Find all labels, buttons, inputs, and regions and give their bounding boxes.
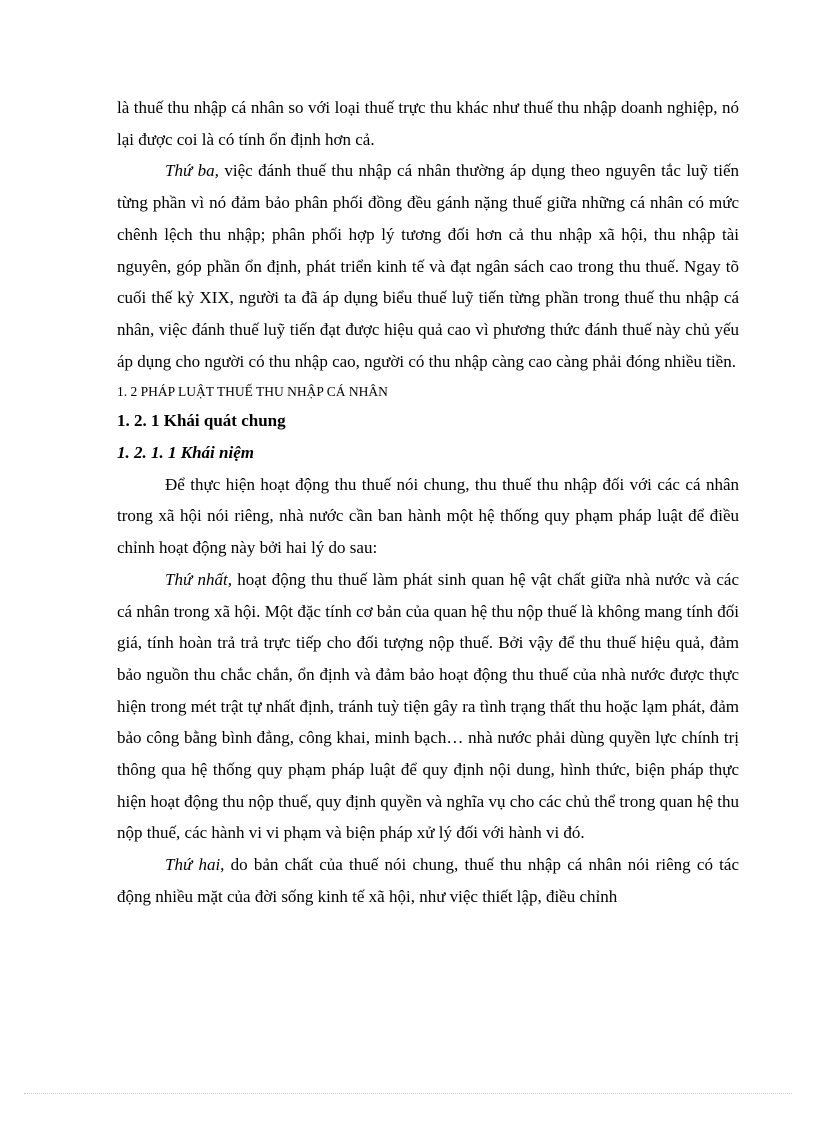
paragraph-lead-thu-hai: Thứ hai, [165,855,225,875]
paragraph-text-thu-ba: việc đánh thuế thu nhập cá nhân thường áp dụng theo nguyên tắc luỹ tiến từng phần vì nó đảm bảo phân phối đồng đều gánh nặng thuế giữa những cá nhân có mức chênh lệch thu nhập; phân phối hợp lý tương đối hơn cả thu nhập xã hội, thu nhập tài nguyên, góp phần ổn định, phát triển kinh tế và đạt ngân sách cao trong thu thuế. Ngay tõ cuối thế kỷ XIX, người ta đã áp dụng biểu thuế luỹ tiến từng phần trong thuế thu nhập cá nhân, việc đánh thuế luỹ tiến đạt được hiệu quả cao vì phương thức đánh thuế này chủ yếu áp dụng cho người có thu nhập cao, người có thu nhập càng cao càng phải đóng nhiều tiền. [117,161,739,371]
paragraph-text-thu-hai: do bản chất của thuế nói chung, thuế thu nhập cá nhân nói riêng có tác động nhiều mặt của đời sống kinh tế xã hội, như việc thiết lập, điều chỉnh [117,855,739,906]
paragraph-thu-hai [117,849,739,912]
paragraph-lead-thu-nhat: Thứ nhất, [165,569,232,589]
paragraph-thu-ba [117,155,739,377]
subsubsection-heading: 1. 2. 1. 1 Khái niệm [117,443,254,463]
subsection-heading: 1. 2. 1 Khái quát chung [117,411,286,431]
document-body [117,92,739,913]
paragraph-text-thu-nhat: hoạt động thu thuế làm phát sinh quan hệ vật chất giữa nhà nước và các cá nhân trong xã hội. Một đặc tính cơ bản của quan hệ thu nộp thuế là không mang tính đối giá, tính hoàn trả trả trực tiếp cho đối tượng nộp thuế. Bởi vậy để thu thuế hiệu quả, đảm bảo nguồn thu chắc chắn, ổn định và đảm bảo hoạt động thu thuế của nhà nước được thực hiện trong mét trật tự nhất định, tránh tuỳ tiện gây ra tình trạng thất thu hoặc lạm phát, đảm bảo công bằng bình đẳng, công khai, minh bạch… nhà nước phải dùng quyền lực chính trị thông qua hệ thống quy phạm pháp luật để quy định nội dung, hình thức, biện pháp thực hiện hoạt động thu nộp thuế, quy định quyền và nghĩa vụ cho các chủ thể trong quan hệ thu nộp thuế, các hành vi vi phạm và biện pháp xử lý đối với hành vi đó. [117,569,739,843]
paragraph-lead-thu-ba: Thứ ba, [165,161,219,181]
paragraph-intro: Để thực hiện hoạt động thu thuế nói chung, thu thuế thu nhập đối với các cá nhân trong xã hội nói riêng, nhà nước cần ban hành một hệ thống quy phạm pháp luật để điều chỉnh hoạt động này bởi hai lý do sau: [117,474,739,558]
paragraph-thu-nhat [117,564,739,849]
paragraph-continuation: là thuế thu nhập cá nhân so với loại thuế trực thu khác như thuế thu nhập doanh nghiệp, nó lại được coi là có tính ổn định hơn cả. [117,98,739,149]
section-heading: 1. 2 PHÁP LUẬT THUẾ THU NHẬP CÁ NHÂN [117,384,388,400]
page-bottom-rule [24,1093,792,1094]
